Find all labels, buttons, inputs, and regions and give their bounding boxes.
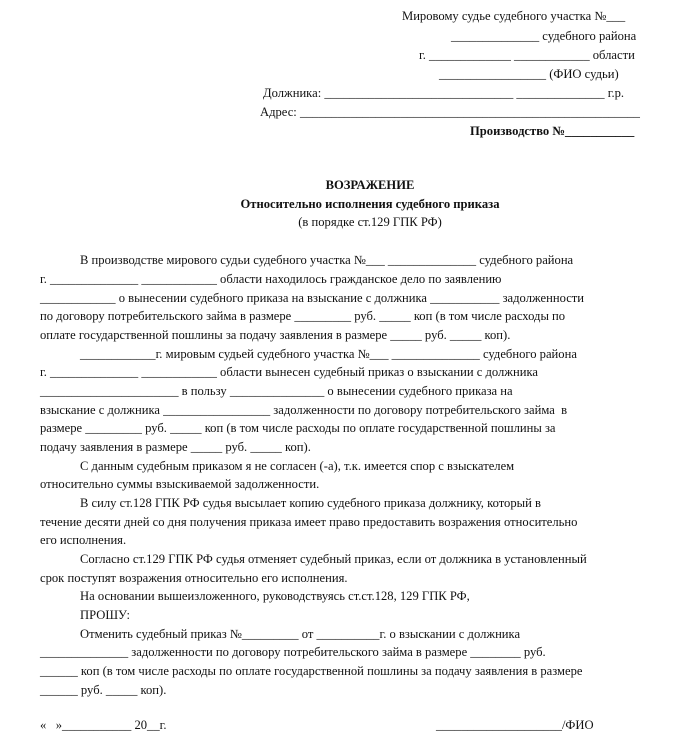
body-line: В силу ст.128 ГПК РФ судья высылает копию судебного приказа должнику, который в — [80, 496, 541, 510]
body-line: размере _________ руб. _____ коп (в том числе расходы по оплате государственной пошлины за — [40, 421, 556, 435]
address-line: Адрес: ______________________________________________________ — [260, 105, 640, 119]
document-subtitle: Относительно исполнения судебного приказа — [240, 197, 500, 211]
addressee-district: ______________ судебного района — [451, 29, 637, 43]
body-line: Согласно ст.129 ГПК РФ судья отменяет судебный приказ, если от должника в установленный — [80, 552, 587, 566]
body-line: ____________ о вынесении судебного приказа на взыскание с должника ___________ задолженности — [40, 291, 585, 305]
body-line: г. ______________ ____________ области находилось гражданское дело по заявлению — [40, 272, 502, 286]
request-heading: ПРОШУ: — [80, 608, 130, 622]
body-line: В производстве мирового судьи судебного участка №___ ______________ судебного района — [80, 253, 574, 267]
signature-date: « »___________ 20__г. — [40, 718, 167, 732]
document-title: ВОЗРАЖЕНИЕ — [325, 178, 415, 192]
body-line: подачу заявления в размере _____ руб. _____ коп). — [40, 440, 311, 454]
addressee-judge: Мировому судье судебного участка №___ — [402, 9, 626, 23]
addressee-city-region: г. _____________ ____________ области — [419, 48, 635, 62]
body-line: ______ коп (в том числе расходы по оплате государственной пошлины за подачу заявления в размере — [40, 664, 583, 678]
body-line: ______ руб. _____ коп). — [40, 683, 167, 697]
body-line: г. ______________ ____________ области вынесен судебный приказ о взыскании с должника — [40, 365, 538, 379]
body-line: течение десяти дней со дня получения приказа имеет право предоставить возражения относительно — [40, 515, 578, 529]
body-line: по договору потребительского займа в размере _________ руб. _____ коп (в том числе расходы по — [40, 309, 566, 323]
body-line: его исполнения. — [40, 533, 127, 547]
body-line: взыскание с должника _________________ задолженности по договору потребительского займа в — [40, 403, 568, 417]
signature-line: ____________________/ФИО — [436, 718, 594, 732]
body-line: С данным судебным приказом я не согласен (-а), т.к. имеется спор с взыскателем — [80, 459, 515, 473]
addressee-judge-name: _________________ (ФИО судьи) — [439, 67, 619, 81]
body-line: относительно суммы взыскиваемой задолженности. — [40, 477, 320, 491]
debtor-line: Должника: ______________________________ ______________ г.р. — [263, 86, 625, 100]
document-legal-basis: (в порядке ст.129 ГПК РФ) — [298, 215, 442, 229]
body-line: ______________________ в пользу _______________ о вынесении судебного приказа на — [40, 384, 513, 398]
body-line: ______________ задолженности по договору потребительского займа в размере ________ руб. — [40, 645, 546, 659]
body-line: ____________г. мировым судьей судебного участка №___ ______________ судебного района — [80, 347, 577, 361]
case-number: Производство №___________ — [470, 124, 635, 138]
body-line: Отменить судебный приказ №_________ от __________г. о взыскании с должника — [80, 627, 521, 641]
body-line: На основании вышеизложенного, руководствуясь ст.ст.128, 129 ГПК РФ, — [80, 589, 470, 603]
body-line: срок поступят возражения относительно его исполнения. — [40, 571, 348, 585]
body-line: оплате государственной пошлины за подачу заявления в размере _____ руб. _____ коп). — [40, 328, 511, 342]
